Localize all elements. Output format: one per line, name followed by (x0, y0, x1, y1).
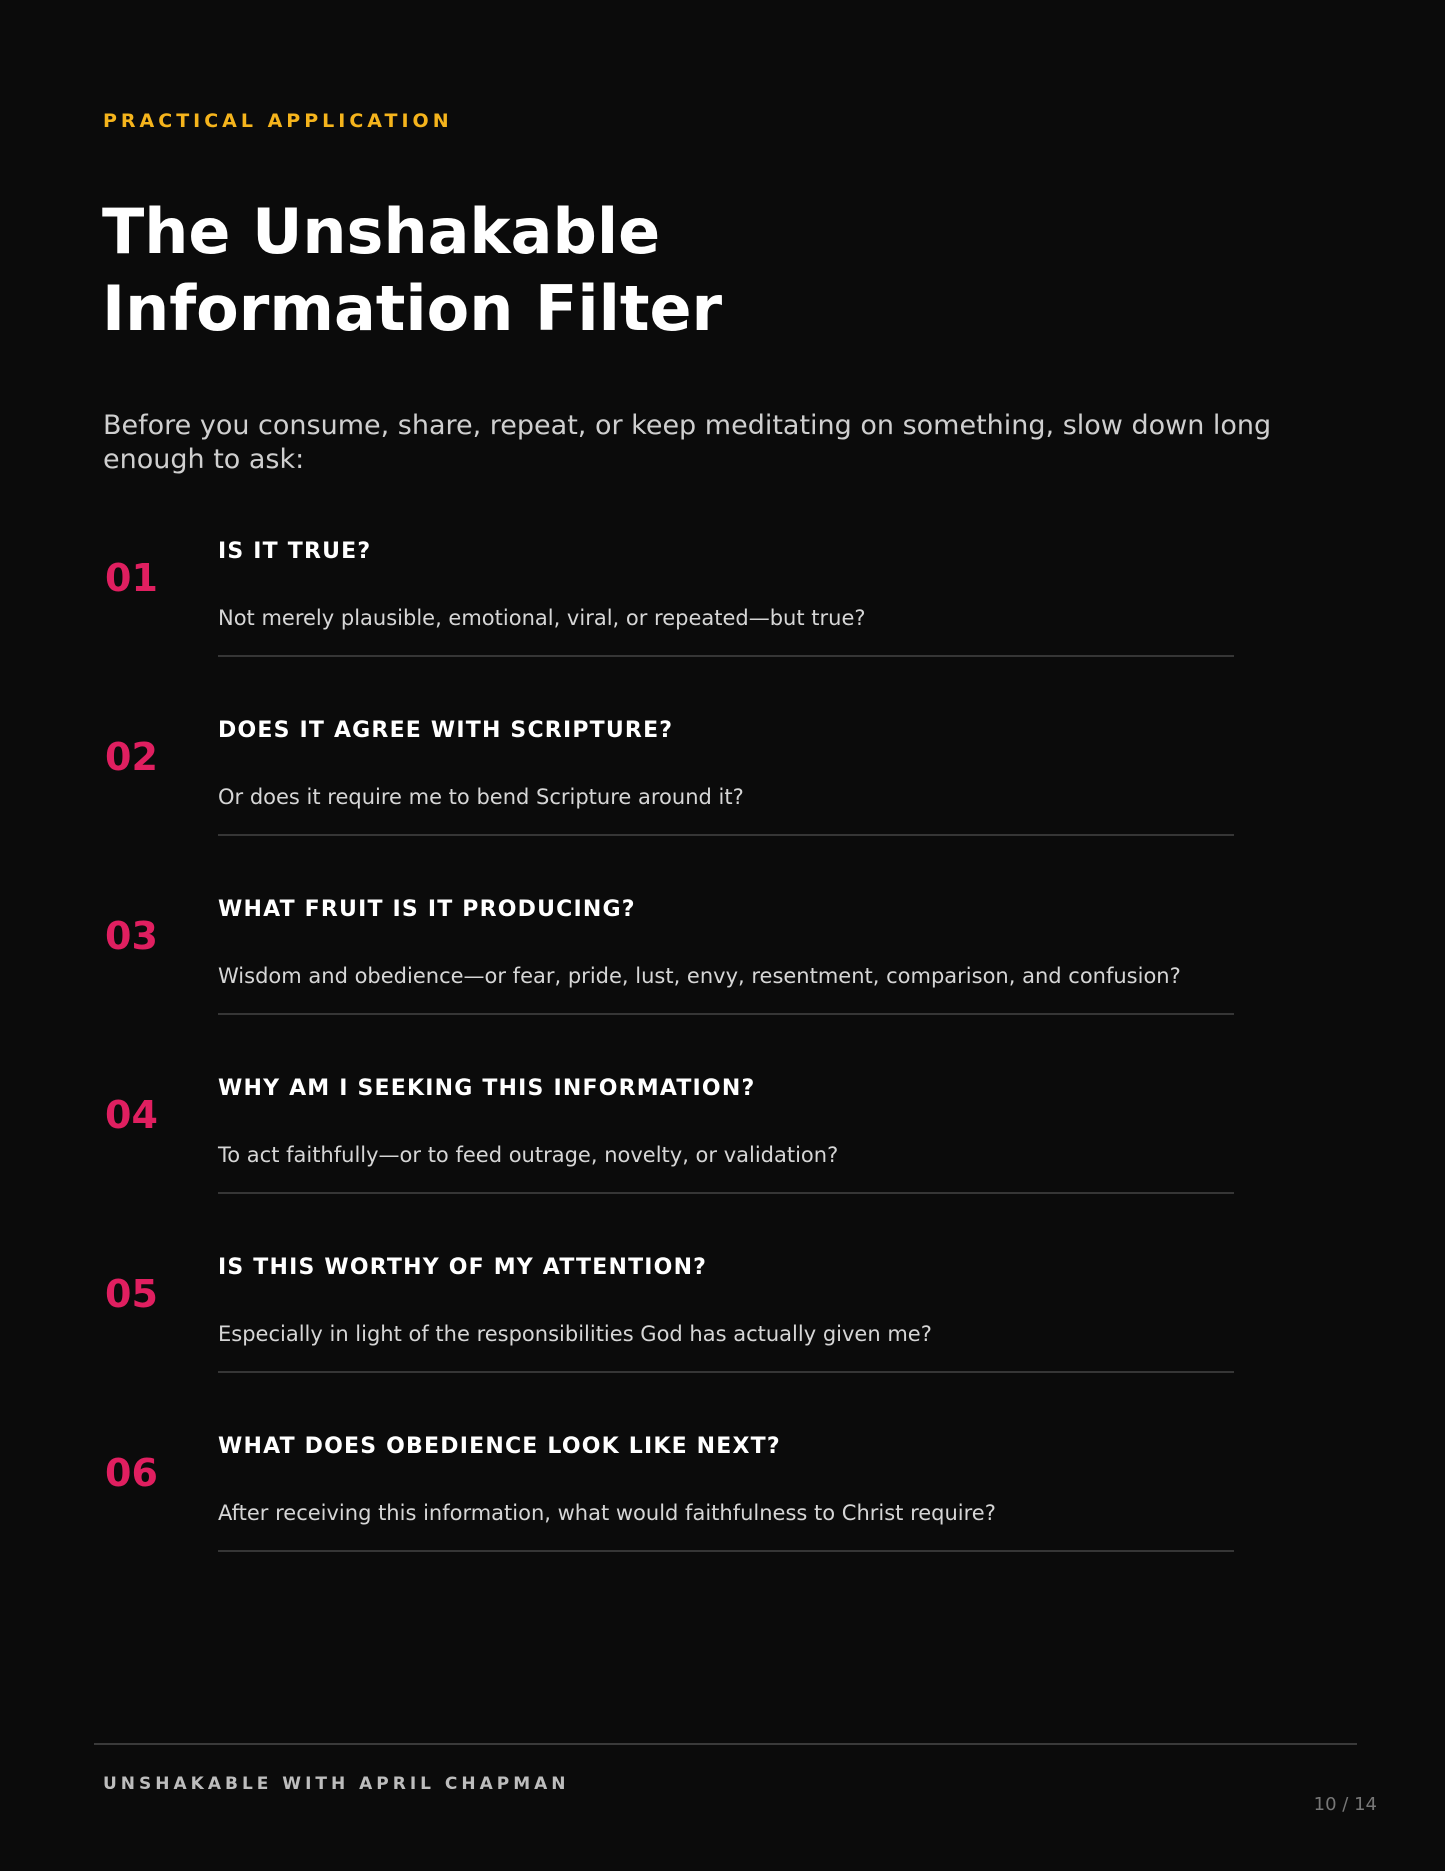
question-divider (218, 1550, 1234, 1552)
question-body: Wisdom and obedience—or fear, pride, lust, envy, resentment, comparison, and confusion? (218, 964, 1181, 988)
question-body: To act faithfully—or to feed outrage, novelty, or validation? (218, 1143, 839, 1167)
section-eyebrow: PRACTICAL APPLICATION (103, 110, 453, 132)
question-number: 01 (105, 556, 158, 600)
question-divider (218, 655, 1234, 657)
question-item-03 (0, 890, 1445, 1069)
question-divider (218, 1192, 1234, 1194)
question-divider (218, 1013, 1234, 1015)
question-body: Not merely plausible, emotional, viral, or repeated—but true? (218, 606, 866, 630)
question-title: WHAT DOES OBEDIENCE LOOK LIKE NEXT? (218, 1434, 781, 1459)
question-title: WHY AM I SEEKING THIS INFORMATION? (218, 1076, 756, 1101)
question-body: After receiving this information, what would faithfulness to Christ require? (218, 1501, 996, 1525)
page-title-line-1: The Unshakable (102, 195, 661, 268)
page-number: 10 / 14 (1313, 1794, 1377, 1815)
question-divider (218, 1371, 1234, 1373)
question-title: IS IT TRUE? (218, 539, 372, 564)
question-title: DOES IT AGREE WITH SCRIPTURE? (218, 718, 674, 743)
question-number: 03 (105, 914, 158, 958)
question-body: Or does it require me to bend Scripture around it? (218, 785, 744, 809)
question-title: WHAT FRUIT IS IT PRODUCING? (218, 897, 636, 922)
question-body: Especially in light of the responsibilities God has actually given me? (218, 1322, 932, 1346)
question-number: 02 (105, 735, 158, 779)
page-title (102, 193, 1002, 347)
question-number: 05 (105, 1272, 158, 1316)
question-item-02 (0, 711, 1445, 890)
intro-text: Before you consume, share, repeat, or keep meditating on something, slow down long enough to ask: (103, 410, 1272, 475)
question-number: 04 (105, 1093, 158, 1137)
question-item-01 (0, 532, 1445, 711)
question-item-04 (0, 1069, 1445, 1248)
question-title: IS THIS WORTHY OF MY ATTENTION? (218, 1255, 708, 1280)
question-divider (218, 834, 1234, 836)
page-title-line-2: Information Filter (102, 272, 723, 345)
footer-brand: UNSHAKABLE WITH APRIL CHAPMAN (103, 1774, 570, 1794)
question-item-05 (0, 1248, 1445, 1427)
footer-divider (94, 1743, 1357, 1745)
question-number: 06 (105, 1451, 158, 1495)
question-item-06 (0, 1427, 1445, 1606)
